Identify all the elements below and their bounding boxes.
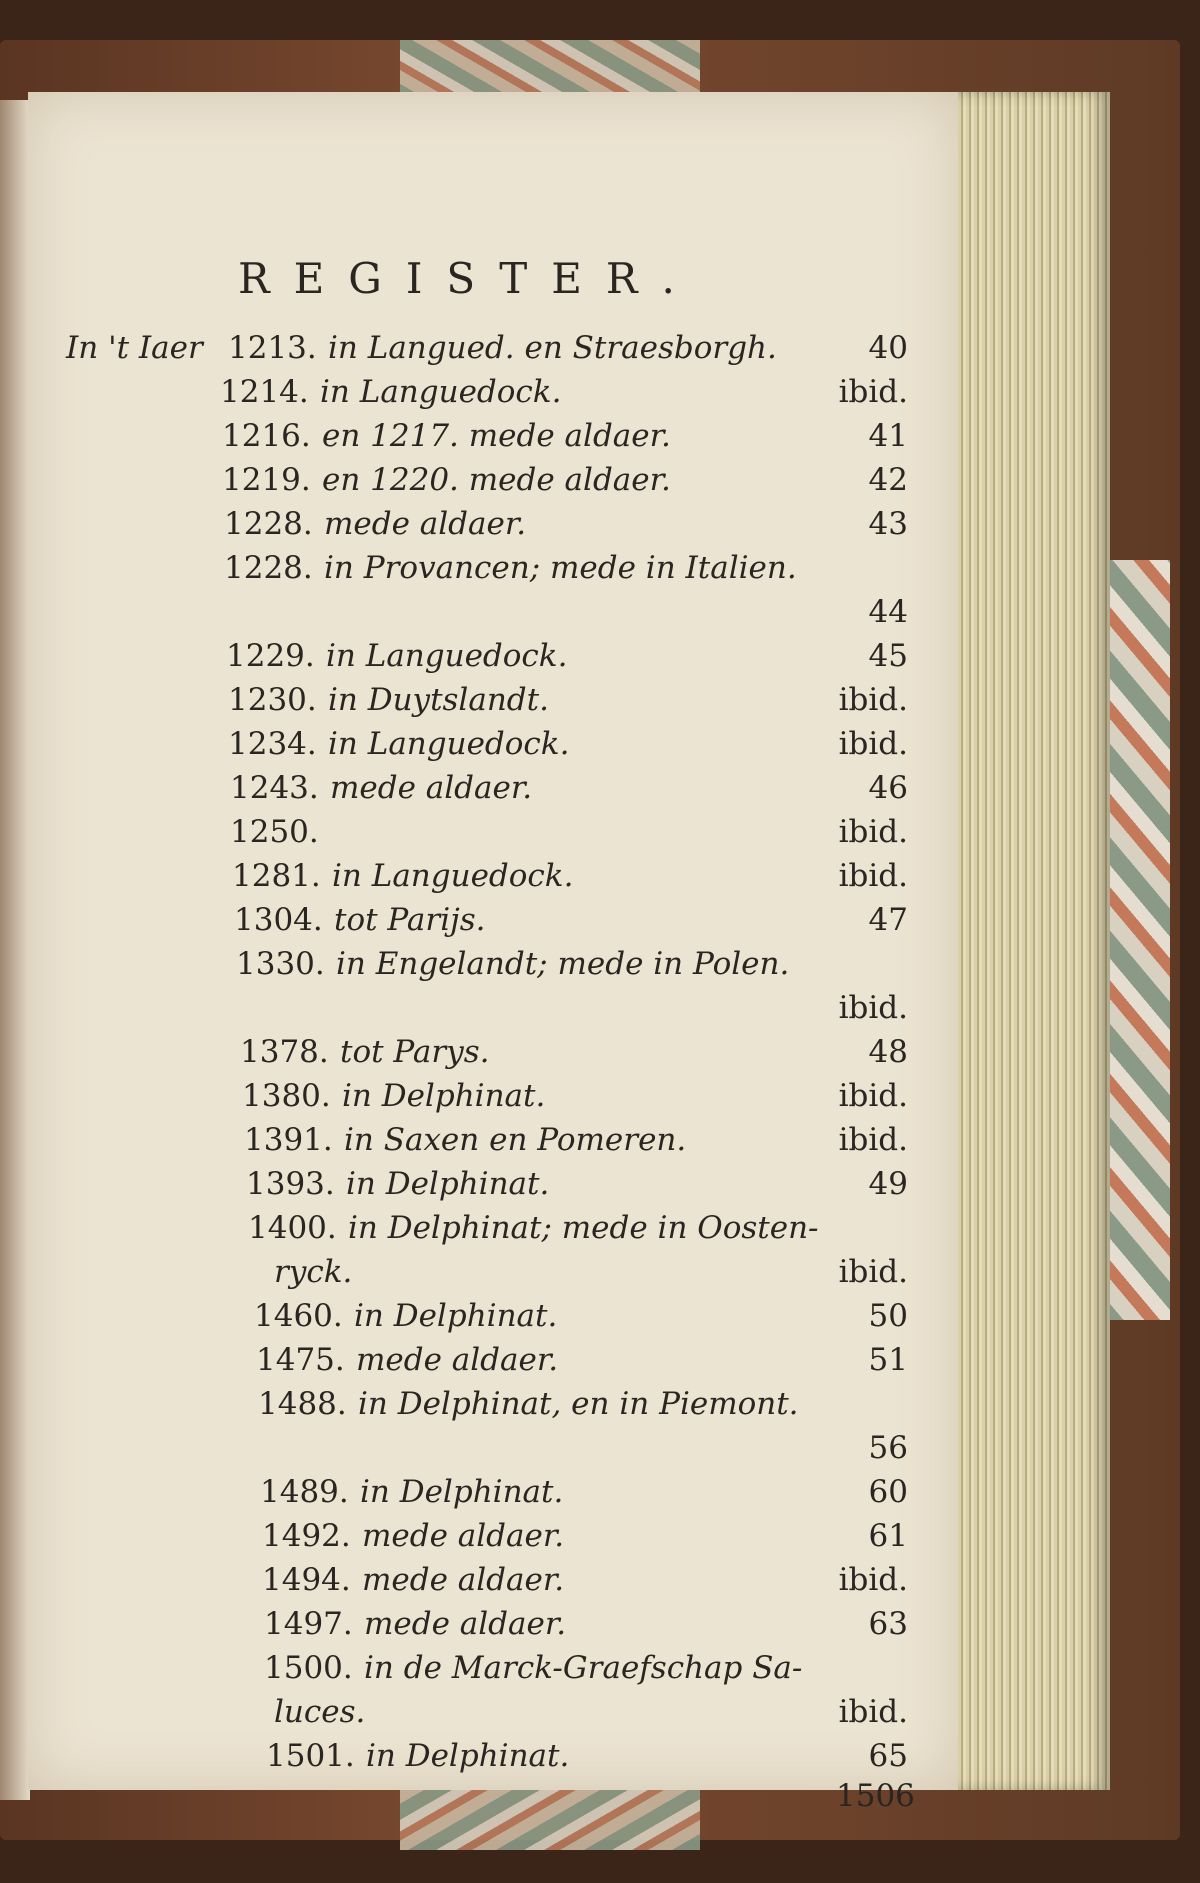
entry-place: in Duytslandt. <box>328 682 549 718</box>
entry-place: tot Parys. <box>340 1034 490 1070</box>
continuation-text: ryck. <box>274 1254 353 1290</box>
register-entry <box>28 550 908 594</box>
register-entry <box>28 638 908 682</box>
entry-page: 48 <box>868 1034 908 1070</box>
entry-place: in Languedock. <box>320 374 562 410</box>
register-entry <box>28 1122 908 1166</box>
entry-year: 1213. <box>228 330 317 366</box>
entry-page: ibid. <box>838 1122 908 1158</box>
continuation-line <box>28 1694 908 1738</box>
entry-place: in Languedock. <box>328 726 570 762</box>
register-entry <box>28 330 908 374</box>
entry-page: 49 <box>868 1166 908 1202</box>
register-entry <box>28 858 908 902</box>
register-entry <box>28 1562 908 1606</box>
register-entry <box>28 682 908 726</box>
register-entry <box>28 1474 908 1518</box>
continuation-text: luces. <box>274 1694 366 1730</box>
entry-year: 1400. <box>248 1210 337 1246</box>
entry-page: 45 <box>868 638 908 674</box>
entry-place: in de Marck-Graefschap Sa- <box>364 1650 803 1686</box>
entry-year: 1230. <box>228 682 317 718</box>
register-entry <box>28 374 908 418</box>
register-entry <box>28 1386 908 1430</box>
entry-year: 1229. <box>226 638 315 674</box>
register-entry <box>28 1034 908 1078</box>
entry-year: 1380. <box>242 1078 331 1114</box>
entry-place: en 1217. mede aldaer. <box>322 418 671 454</box>
entry-page: 51 <box>868 1342 908 1378</box>
register-entry <box>28 1078 908 1122</box>
entry-page: 65 <box>868 1738 908 1774</box>
entry-place: mede aldaer. <box>356 1342 559 1378</box>
entry-place: in Delphinat. <box>342 1078 546 1114</box>
register-entry <box>28 1518 908 1562</box>
continuation-page: ibid. <box>838 990 908 1026</box>
entry-place: mede aldaer. <box>362 1562 565 1598</box>
marbled-endpaper-top <box>400 40 700 100</box>
entry-page: ibid. <box>838 726 908 762</box>
entry-year: 1497. <box>264 1606 353 1642</box>
entry-page: ibid. <box>838 1078 908 1114</box>
entry-page: 46 <box>868 770 908 806</box>
entry-year: 1500. <box>264 1650 353 1686</box>
register-entry <box>28 1738 908 1782</box>
register-entry <box>28 1650 908 1694</box>
entry-year: 1501. <box>266 1738 355 1774</box>
register-entry <box>28 1210 908 1254</box>
entry-year: 1228. <box>224 506 313 542</box>
continuation-line <box>28 594 908 638</box>
marbled-endpaper-bottom <box>400 1790 700 1850</box>
entry-year: 1304. <box>234 902 323 938</box>
entry-page: 41 <box>868 418 908 454</box>
continuation-line <box>28 1430 908 1474</box>
entry-page: 50 <box>868 1298 908 1334</box>
entry-year: 1488. <box>258 1386 347 1422</box>
entry-year: 1330. <box>236 946 325 982</box>
register-entry <box>28 1166 908 1210</box>
entry-page: ibid. <box>838 374 908 410</box>
register-entry <box>28 1298 908 1342</box>
year-label: In 't Iaer <box>66 330 203 366</box>
entry-place: in Engelandt; mede in Polen. <box>336 946 790 982</box>
entry-page: 43 <box>868 506 908 542</box>
register-entry <box>28 418 908 462</box>
continuation-page: 56 <box>868 1430 908 1466</box>
register-entry <box>28 1342 908 1386</box>
entry-place: in Delphinat, en in Piemont. <box>358 1386 799 1422</box>
entry-year: 1243. <box>230 770 319 806</box>
continuation-page: ibid. <box>838 1694 908 1730</box>
entry-year: 1281. <box>232 858 321 894</box>
register-entry <box>28 726 908 770</box>
entry-place: mede aldaer. <box>362 1518 565 1554</box>
entry-year: 1460. <box>254 1298 343 1334</box>
entry-place: in Delphinat. <box>360 1474 564 1510</box>
continuation-page: ibid. <box>838 1254 908 1290</box>
entry-place: mede aldaer. <box>324 506 527 542</box>
entry-place: in Delphinat. <box>354 1298 558 1334</box>
entry-place: in Saxen en Pomeren. <box>344 1122 687 1158</box>
entry-page: ibid. <box>838 858 908 894</box>
register-entry <box>28 462 908 506</box>
entry-year: 1393. <box>246 1166 335 1202</box>
entry-page: ibid. <box>838 814 908 850</box>
marbled-endpaper-right <box>1100 560 1170 1320</box>
entry-year: 1214. <box>220 374 309 410</box>
register-entry <box>28 770 908 814</box>
register-entry <box>28 814 908 858</box>
entry-place: tot Parijs. <box>334 902 486 938</box>
entry-page: ibid. <box>838 1562 908 1598</box>
entry-year: 1378. <box>240 1034 329 1070</box>
entry-year: 1250. <box>230 814 319 850</box>
entry-page: 60 <box>868 1474 908 1510</box>
entry-page: ibid. <box>838 682 908 718</box>
fore-edge <box>950 92 1110 1790</box>
entry-year: 1475. <box>256 1342 345 1378</box>
continuation-line <box>28 1254 908 1298</box>
register-entry <box>28 506 908 550</box>
continuation-page: 44 <box>868 594 908 630</box>
entry-place: mede aldaer. <box>330 770 533 806</box>
entry-place: in Languedock. <box>332 858 574 894</box>
entry-year: 1391. <box>244 1122 333 1158</box>
entry-page: 42 <box>868 462 908 498</box>
entry-year: 1489. <box>260 1474 349 1510</box>
book-page <box>28 92 958 1814</box>
entry-page: 61 <box>868 1518 908 1554</box>
entry-place: mede aldaer. <box>364 1606 567 1642</box>
left-page-edge <box>0 100 30 1800</box>
entry-year: 1219. <box>222 462 311 498</box>
continuation-line <box>28 990 908 1034</box>
entry-page: 63 <box>868 1606 908 1642</box>
entry-place: in Langued. en Straesborgh. <box>328 330 777 366</box>
entry-place: in Delphinat; mede in Oosten- <box>348 1210 819 1246</box>
entry-year: 1234. <box>228 726 317 762</box>
entry-page: 40 <box>868 330 908 366</box>
entry-place: in Languedock. <box>326 638 568 674</box>
entry-year: 1492. <box>262 1518 351 1554</box>
entry-place: in Delphinat. <box>366 1738 570 1774</box>
entry-page: 47 <box>868 902 908 938</box>
entry-year: 1494. <box>262 1562 351 1598</box>
entry-place: in Provancen; mede in Italien. <box>324 550 797 586</box>
register-entry <box>28 902 908 946</box>
catchword: 1506 <box>836 1778 915 1814</box>
entry-year: 1228. <box>224 550 313 586</box>
register-entry <box>28 1606 908 1650</box>
register-entry <box>28 946 908 990</box>
entry-year: 1216. <box>222 418 311 454</box>
page-title: REGISTER. <box>238 254 699 303</box>
entry-place: in Delphinat. <box>346 1166 550 1202</box>
entry-place: en 1220. mede aldaer. <box>322 462 671 498</box>
